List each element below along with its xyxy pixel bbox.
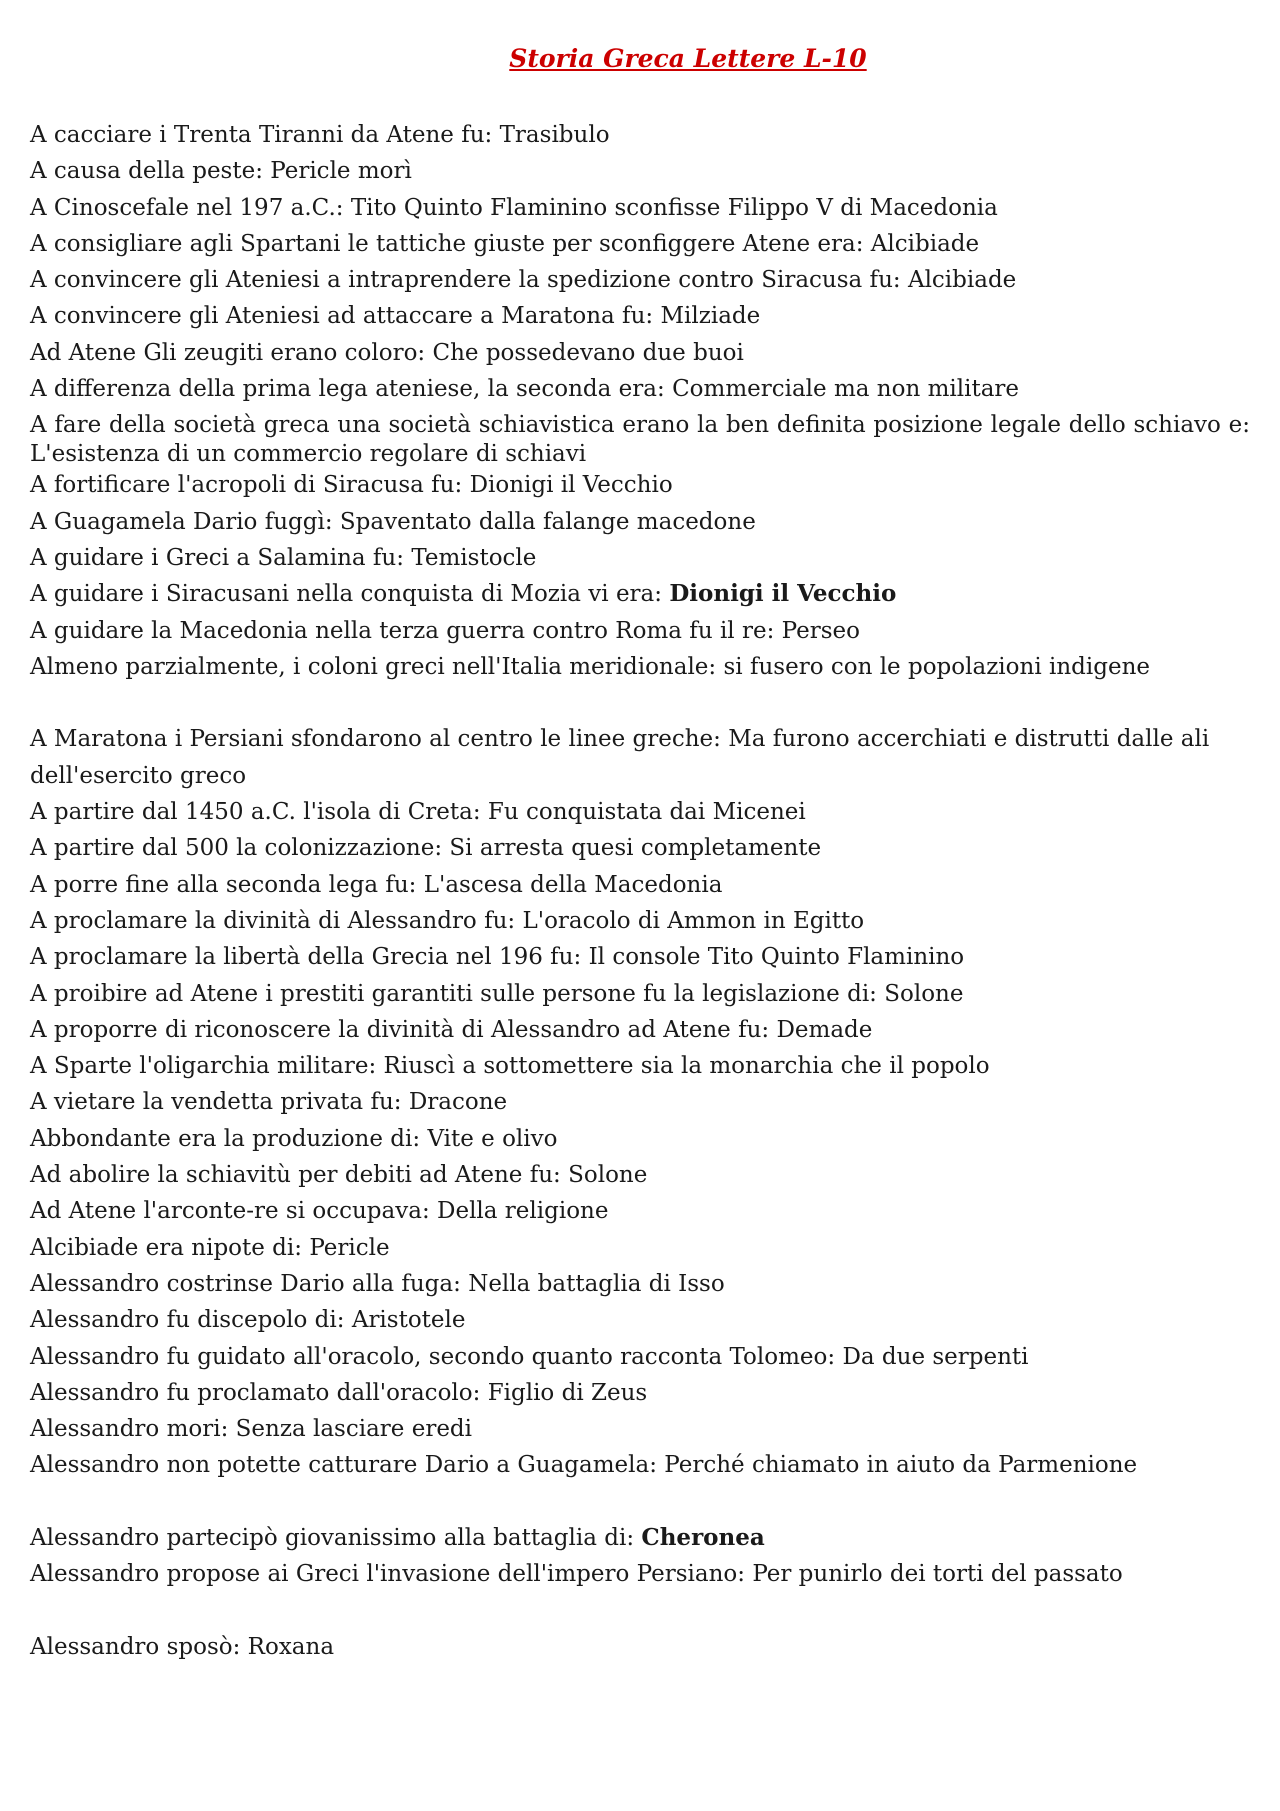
qa-line [30, 721, 1250, 794]
answer-text: Spaventato dalla falange macedone [339, 508, 756, 535]
answer-text: si fusero con le popolazioni indigene [723, 653, 1150, 680]
question-text: Ad Atene Gli zeugiti erano coloro: [30, 339, 426, 366]
qa-line [30, 1121, 1250, 1157]
question-text: A partire dal 1450 a.C. l'isola di Creta: [30, 799, 481, 826]
question-text: A porre fine alla seconda lega fu: [30, 871, 417, 898]
question-text: A Guagamela Dario fuggì: [30, 508, 333, 535]
answer-text: Si arresta quesi completamente [449, 835, 822, 862]
question-text: Alcibiade era nipote di: [30, 1234, 303, 1261]
answer-text: Della religione [437, 1198, 609, 1225]
qa-line [30, 335, 1250, 371]
question-text: A proclamare la divinità di Alessandro fu: [30, 907, 516, 934]
question-text: A Sparte l'oligarchia militare: [30, 1053, 377, 1080]
question-text: A proibire ad Atene i prestiti garantiti sulle persone fu la legislazione di: [30, 980, 877, 1007]
qa-line [30, 226, 1250, 262]
qa-line [30, 794, 1250, 830]
qa-line [30, 939, 1250, 975]
qa-line [30, 976, 1250, 1012]
qa-line [30, 1084, 1250, 1120]
answer-text: Trasibulo [499, 122, 610, 148]
question-text: A guidare i Greci a Salamina fu: [30, 544, 404, 571]
document-title: Storia Greca Lettere L-10 [509, 44, 867, 73]
qa-line [30, 1520, 1250, 1556]
question-text: A cacciare i Trenta Tiranni da Atene fu: [30, 122, 493, 148]
answer-text: Vite e olivo [427, 1125, 558, 1152]
answer-text: Milziade [660, 303, 761, 330]
question-text: Almeno parzialmente, i coloni greci nell'Italia meridionale: [30, 653, 717, 680]
qa-line [30, 1193, 1250, 1229]
question-text: A proporre di riconoscere la divinità di Alessandro ad Atene fu: [30, 1016, 770, 1043]
qa-line [30, 298, 1250, 334]
answer-text: Riuscì a sottomettere sia la monarchia che il popolo [383, 1053, 990, 1080]
answer-text: Da due serpenti [842, 1343, 1029, 1370]
qa-list [30, 117, 1250, 1665]
answer-text: Alcibiade [870, 230, 980, 257]
answer-text: Perseo [781, 617, 860, 644]
answer-text: Che possedevano due buoi [432, 339, 744, 366]
answer-text: Ma furono accerchiati e distrutti dalle ali dell'esercito greco [30, 726, 1210, 789]
question-text: A consigliare agli Spartani le tattiche giuste per sconfiggere Atene era: [30, 230, 864, 257]
question-text: A guidare la Macedonia nella terza guerra contro Roma fu il re: [30, 617, 775, 644]
answer-text: Commerciale ma non militare [672, 376, 1020, 403]
qa-line [30, 504, 1250, 540]
qa-line [30, 1629, 1250, 1665]
answer-text-bold: Dionigi il Vecchio [669, 580, 897, 608]
question-text: Alessandro costrinse Dario alla fuga: [30, 1270, 461, 1297]
answer-text: Perché chiamato in aiuto da Parmenione [664, 1452, 1138, 1479]
question-text: Alessandro fu proclamato dall'oracolo: [30, 1379, 481, 1406]
question-text: Alessandro sposò: [30, 1633, 241, 1660]
question-text: Alessandro propose ai Greci l'invasione dell'impero Persiano: [30, 1561, 745, 1588]
qa-line [30, 649, 1250, 722]
answer-text: Per punirlo dei torti del passato [752, 1561, 1123, 1588]
qa-line [30, 1157, 1250, 1193]
qa-line [30, 262, 1250, 298]
qa-line [30, 190, 1250, 226]
answer-text: Senza lasciare eredi [235, 1416, 473, 1443]
qa-line [30, 1411, 1250, 1447]
question-text: A vietare la vendetta privata fu: [30, 1089, 402, 1116]
qa-line [30, 407, 1250, 467]
qa-line [30, 830, 1250, 866]
qa-line [30, 1556, 1250, 1629]
answer-text: Figlio di Zeus [487, 1379, 648, 1406]
answer-text: Pericle [309, 1234, 390, 1261]
answer-text: Dionigi il Vecchio [469, 472, 673, 499]
question-text: Ad abolire la schiavitù per debiti ad Atene fu: [30, 1162, 561, 1189]
qa-line [30, 867, 1250, 903]
question-text: A Maratona i Persiani sfondarono al centro le linee greche: [30, 726, 721, 753]
question-text: A guidare i Siracusani nella conquista di Mozia vi era: [30, 581, 663, 608]
answer-text: Fu conquistata dai Micenei [487, 799, 806, 826]
question-text: Abbondante era la produzione di: [30, 1125, 421, 1152]
question-text: A partire dal 500 la colonizzazione: [30, 835, 443, 862]
qa-line [30, 1230, 1250, 1266]
question-text: A differenza della prima lega ateniese, la seconda era: [30, 376, 665, 403]
question-text: A causa della peste: [30, 158, 263, 185]
question-text: A proclamare la libertà della Grecia nel 196 fu: [30, 944, 582, 971]
question-text: A fare della società greca una società schiavistica erano la ben definita posizione legale dello schiavo e: [30, 412, 1250, 439]
qa-line [30, 467, 1250, 503]
answer-text: Solone [884, 980, 964, 1007]
qa-line [30, 1339, 1250, 1375]
answer-text: Roxana [247, 1633, 335, 1660]
qa-line [30, 576, 1250, 612]
question-text: Alessandro partecipò giovanissimo alla battaglia di: [30, 1524, 635, 1551]
question-text: Alessandro fu discepolo di: [30, 1307, 345, 1334]
qa-line [30, 1266, 1250, 1302]
question-text: A convincere gli Ateniesi ad attaccare a Maratona fu: [30, 303, 654, 330]
qa-line [30, 1447, 1250, 1520]
answer-text: Demade [776, 1016, 873, 1043]
answer-text: Tito Quinto Flaminino sconfisse Filippo V di Macedonia [350, 194, 998, 221]
question-text: A Cinoscefale nel 197 a.C.: [30, 194, 344, 221]
question-text: A convincere gli Ateniesi a intraprendere la spedizione contro Siracusa fu: [30, 267, 901, 294]
qa-line [30, 1302, 1250, 1338]
answer-text: Dracone [408, 1089, 508, 1116]
qa-line [30, 371, 1250, 407]
question-text: Ad Atene l'arconte-re si occupava: [30, 1198, 430, 1225]
answer-text: Aristotele [351, 1307, 466, 1334]
answer-text: L'ascesa della Macedonia [423, 871, 723, 898]
qa-line [30, 1048, 1250, 1084]
question-text: Alessandro fu guidato all'oracolo, secondo quanto racconta Tolomeo: [30, 1343, 836, 1370]
answer-text: Il console Tito Quinto Flaminino [588, 944, 965, 971]
qa-line [30, 153, 1250, 189]
answer-text: L'esistenza di un commercio regolare di schiavi [30, 441, 587, 468]
qa-line [30, 1375, 1250, 1411]
qa-line [30, 903, 1250, 939]
answer-text: Solone [568, 1162, 648, 1189]
question-text: Alessandro non potette catturare Dario a Guagamela: [30, 1452, 657, 1479]
question-text: A fortificare l'acropoli di Siracusa fu: [30, 472, 463, 499]
answer-text: Alcibiade [907, 267, 1017, 294]
qa-line [30, 117, 1250, 153]
answer-text-bold: Cheronea [641, 1523, 765, 1551]
qa-line [30, 613, 1250, 649]
answer-text: L'oracolo di Ammon in Egitto [522, 907, 865, 934]
qa-line [30, 1012, 1250, 1048]
answer-text: Pericle morì [270, 158, 412, 185]
answer-text: Temistocle [411, 544, 537, 571]
qa-line [30, 540, 1250, 576]
answer-text: Nella battaglia di Isso [468, 1270, 725, 1297]
question-text: Alessandro mori: [30, 1416, 229, 1443]
